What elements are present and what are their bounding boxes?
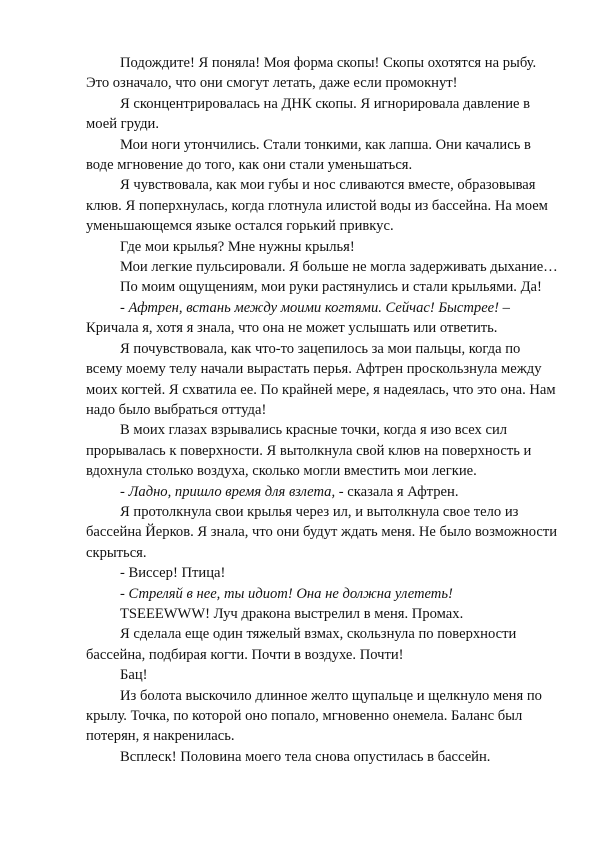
paragraph: Мои ноги утончились. Стали тонкими, как лапша. Они качались в воде мгновение до того, как они стали уменьшаться.	[86, 136, 531, 174]
paragraph: Я сделала еще один тяжелый взмах, скользнула по поверхности бассейна, подбирая когти. Почти в воздухе. Почти!	[86, 626, 517, 663]
paragraph: Я протолкнула свои крылья через ил, и вытолкнула свое тело из бассейна Йерков. Я знала, что они будут ждать меня. Не было возможности скрыться.	[86, 503, 558, 561]
paragraph: Я сконцентрировалась на ДНК скопы. Я игнорировала давление в моей груди.	[86, 95, 531, 133]
paragraph: - Ладно, пришло время для взлета, - сказала я Афтрен.	[120, 483, 459, 500]
paragraph: Мои легкие пульсировали. Я больше не могла задерживать дыхание…	[120, 259, 558, 276]
paragraph: Где мои крылья? Мне нужны крылья!	[120, 238, 355, 255]
italic-speech: - Стреляй в нее, ты идиот! Она не должна улететь!	[120, 585, 453, 602]
paragraph: Бац!	[120, 667, 148, 684]
paragraph: TSEEEWWW! Луч дракона выстрелил в меня. Промах.	[120, 605, 464, 622]
paragraph	[86, 584, 560, 604]
paragraph: Подождите! Я поняла! Моя форма скопы! Скопы охотятся на рыбу. Это означало, что они смогут летать, даже если промокнут!	[86, 55, 537, 92]
paragraph: - Афтрен, встань между моими когтями. Сейчас! Быстрее! – Кричала я, хотя я знала, что она не может услышать или ответить.	[86, 299, 510, 337]
paragraph: Я чувствовала, как мои губы и нос сливаются вместе, образовывая клюв. Я поперхнулась, когда глотнула илистой воды из бассейна. На моем уменьшающемся языке остался горький привкус.	[86, 177, 548, 235]
paragraph: Я почувствовала, как что-то зацепилось за мои пальцы, когда по всему моему телу начали вырастать перья. Афтрен проскользнула между моих когтей. Я схватила ее. По крайней мере, я надеялась, что это она. Нам надо было выбраться оттуда!	[86, 340, 556, 418]
paragraph: Всплеск! Половина моего тела снова опустилась в бассейн.	[120, 748, 491, 765]
italic-speech: - Афтрен, встань между моими когтями. Сейчас! Быстрее!	[120, 299, 500, 316]
paragraph: По моим ощущениям, мои руки растянулись и стали крыльями. Да!	[120, 279, 542, 296]
italic-speech: - Ладно, пришло время для взлета,	[120, 483, 336, 500]
paragraph: Из болота выскочило длинное желто щупальце и щелкнуло меня по крылу. Точка, по которой оно попало, мгновенно онемела. Баланс был потерян, я накренилась.	[86, 687, 542, 745]
paragraph: - Виссер! Птица!	[120, 565, 226, 582]
paragraph: В моих глазах взрывались красные точки, когда я изо всех сил прорывалась к поверхности. Я вытолкнула свой клюв на поверхность и вдохнула столько воздуха, сколько могли вместить мои легкие.	[86, 422, 532, 480]
page-text	[86, 53, 560, 767]
